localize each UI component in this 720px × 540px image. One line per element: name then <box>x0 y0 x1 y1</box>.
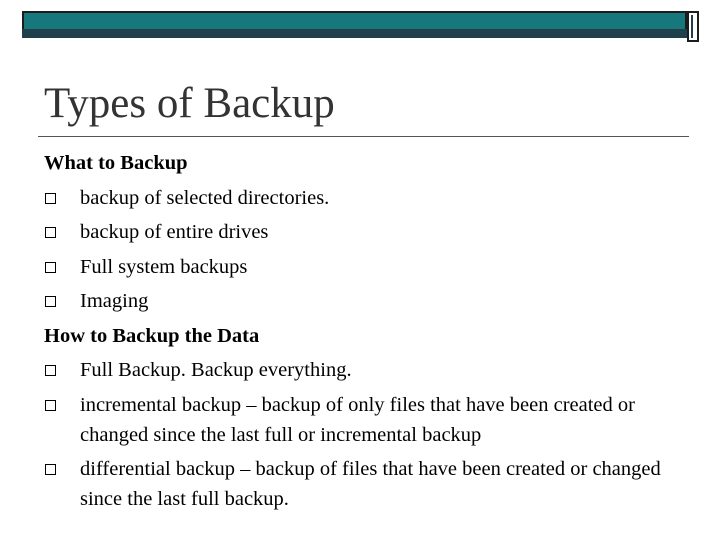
slide-title: Types of Backup <box>44 80 335 127</box>
hollow-square-icon <box>45 193 56 204</box>
list-item-text: Full Backup. Backup everything. <box>80 359 352 381</box>
hollow-square-icon <box>45 227 56 238</box>
list-item <box>44 452 694 516</box>
list-item <box>44 353 694 388</box>
slide-body <box>44 146 694 516</box>
hollow-square-icon <box>45 296 56 307</box>
list-item-text: differential backup – backup of files that have been created or changed since the last full backup. <box>80 457 661 510</box>
header-decor-bar-end <box>687 11 699 42</box>
list-item <box>44 215 694 250</box>
list-item <box>44 388 694 452</box>
list-item-text: incremental backup – backup of only files that have been created or changed since the last full or incremental backup <box>80 393 635 446</box>
hollow-square-icon <box>45 365 56 376</box>
list-item-text: backup of selected directories. <box>80 186 330 209</box>
list-item-text: Imaging <box>80 290 149 312</box>
list-item <box>44 284 694 319</box>
title-divider <box>38 136 689 137</box>
list-item-text: Full system backups <box>80 255 248 278</box>
section-heading-what-to-backup: What to Backup <box>44 152 188 174</box>
header-decor-bar-shadow <box>22 29 687 38</box>
hollow-square-icon <box>45 464 56 475</box>
hollow-square-icon <box>45 262 56 273</box>
hollow-square-icon <box>45 400 56 411</box>
section-heading-how-to-backup: How to Backup the Data <box>44 324 260 347</box>
list-item <box>44 181 694 216</box>
list-item <box>44 250 694 285</box>
list-item-text: backup of entire drives <box>80 221 269 243</box>
